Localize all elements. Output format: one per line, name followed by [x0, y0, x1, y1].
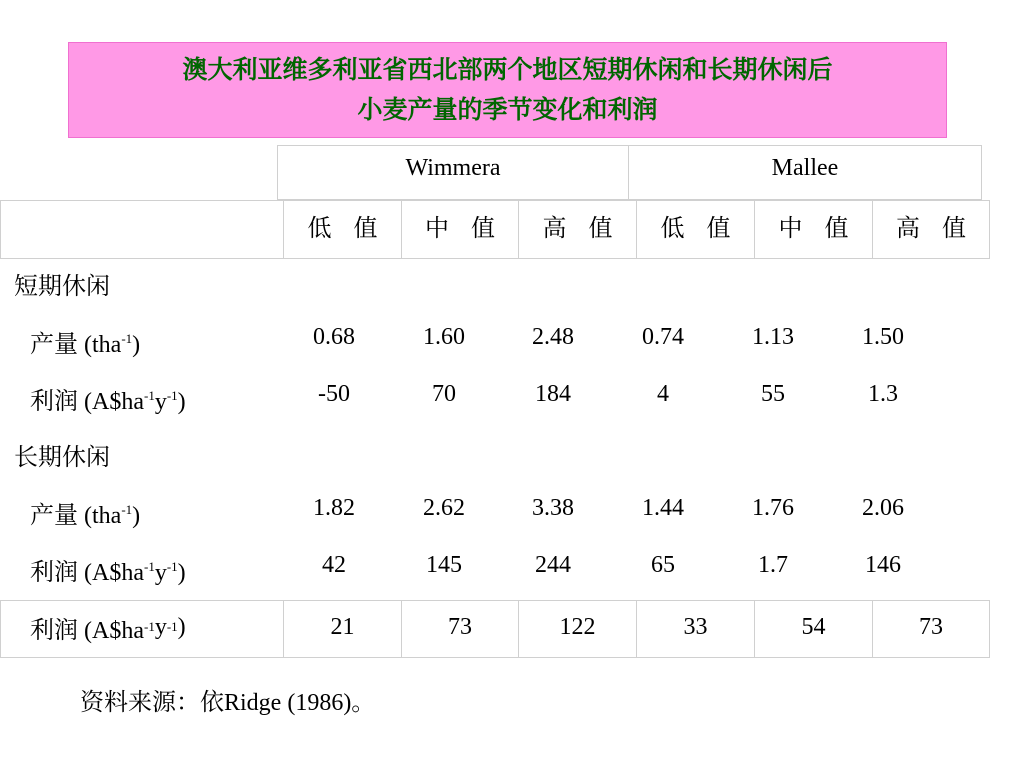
table-cell: 3.38 [532, 495, 574, 521]
table-row-profit-difference [0, 600, 990, 658]
col-header-low-wimmera: 低 值 [283, 200, 402, 259]
table-cell: -50 [318, 381, 350, 407]
table-cell: 1.7 [758, 552, 788, 578]
col-header-low-mallee: 低 值 [636, 200, 755, 259]
table-cell: 1.76 [752, 495, 794, 521]
section-heading-short-fallow: 短期休闲 [14, 274, 110, 300]
region-wimmera: Wimmera [277, 145, 629, 200]
table-cell: 1.44 [642, 495, 684, 521]
table-cell: 2.06 [862, 495, 904, 521]
source-note: 资料来源：依Ridge (1986)。 [80, 690, 376, 716]
table-cell: 42 [322, 552, 346, 578]
col-header-mid-mallee: 中 值 [754, 200, 873, 259]
table-cell: 1.60 [423, 324, 465, 350]
table-cell: 184 [535, 381, 571, 407]
table-cell: 33 [636, 600, 755, 658]
table-cell: 73 [401, 600, 519, 658]
header-blank-cell [0, 200, 284, 259]
table-cell: 65 [651, 552, 675, 578]
table-cell: 55 [761, 381, 785, 407]
table-cell: 0.74 [642, 324, 684, 350]
row-label: 利润 $(A\$ha^{-1}y^{-1})$ [30, 388, 186, 415]
column-header-row [0, 200, 990, 259]
table-cell: 21 [283, 600, 402, 658]
region-header-row [277, 145, 982, 200]
row-label: 产量 (tha$^{-1}$) [30, 502, 141, 529]
table-cell: 54 [754, 600, 873, 658]
region-mallee: Mallee [628, 145, 982, 200]
title-line-1: 澳大利亚维多利亚省西北部两个地区短期休闲和长期休闲后 [182, 55, 833, 84]
col-header-high-mallee: 高 值 [872, 200, 990, 259]
table-cell: 1.82 [313, 495, 355, 521]
table-cell: 244 [535, 552, 571, 578]
title-banner [68, 42, 947, 138]
table-cell: 4 [657, 381, 669, 407]
row-label: 利润 $(A\$ha^{-1}y^{-1})$ [30, 559, 186, 586]
table-cell: 2.62 [423, 495, 465, 521]
table-row [0, 552, 1024, 592]
table-cell: 1.13 [752, 324, 794, 350]
table-cell: 145 [426, 552, 462, 578]
table-cell: 146 [865, 552, 901, 578]
table-row [0, 495, 1024, 535]
table-cell: 1.3 [868, 381, 898, 407]
table-row [0, 324, 1024, 364]
title-line-2: 小麦产量的季节变化和利润 [357, 95, 658, 124]
table-cell: 1.50 [862, 324, 904, 350]
col-header-mid-wimmera: 中 值 [401, 200, 519, 259]
table-cell: 2.48 [532, 324, 574, 350]
table-cell: 0.68 [313, 324, 355, 350]
table-cell: 73 [872, 600, 990, 658]
row-label: 利润 (A$ha -1 y -1 ) [0, 600, 284, 658]
table-cell: 122 [518, 600, 637, 658]
table-row [0, 381, 1024, 421]
col-header-high-wimmera: 高 值 [518, 200, 637, 259]
section-heading-long-fallow: 长期休闲 [14, 445, 110, 471]
row-label: 产量 (tha$^{-1}$) [30, 331, 141, 358]
table-cell: 70 [432, 381, 456, 407]
